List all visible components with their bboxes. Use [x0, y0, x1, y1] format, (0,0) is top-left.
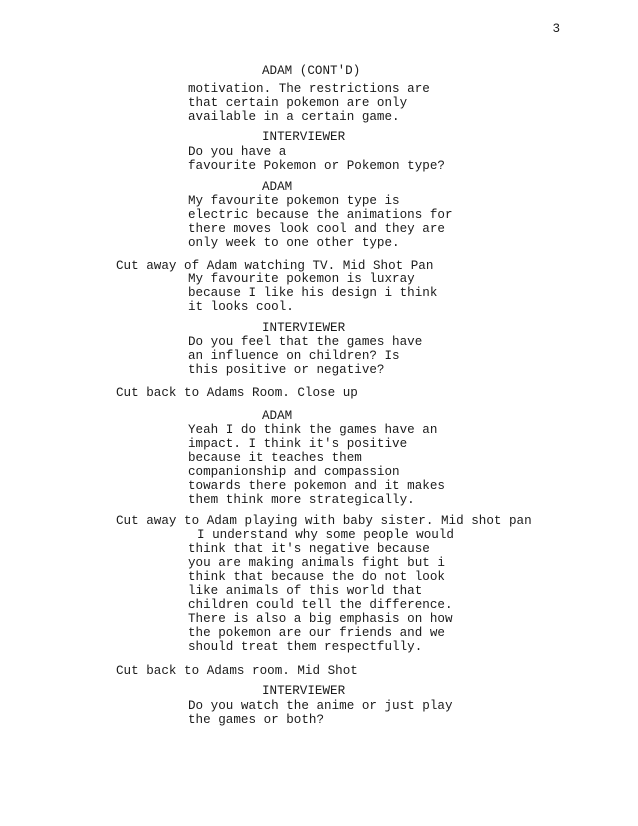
dialogue-line: like animals of this world that: [188, 584, 423, 598]
dialogue-line: an influence on children? Is: [188, 349, 400, 363]
character-cue: INTERVIEWER: [262, 321, 346, 335]
dialogue-line: the games or both?: [188, 713, 325, 727]
dialogue-line: My favourite pokemon is luxray: [188, 272, 415, 286]
dialogue-line: because it teaches them: [188, 451, 362, 465]
dialogue-line: because I like his design i think: [188, 286, 438, 300]
dialogue-line: motivation. The restrictions are: [188, 82, 430, 96]
dialogue-line: Do you have a: [188, 145, 287, 159]
dialogue-line: electric because the animations for: [188, 208, 453, 222]
dialogue-line: available in a certain game.: [188, 110, 400, 124]
dialogue-line: there moves look cool and they are: [188, 222, 445, 236]
dialogue-line: should treat them respectfully.: [188, 640, 423, 654]
dialogue-line: this positive or negative?: [188, 363, 385, 377]
character-cue: ADAM (CONT'D): [262, 64, 361, 78]
dialogue-line: the pokemon are our friends and we: [188, 626, 445, 640]
dialogue-line: Do you watch the anime or just play: [188, 699, 453, 713]
dialogue-line: think that it's negative because: [188, 542, 430, 556]
dialogue-line: it looks cool.: [188, 300, 294, 314]
action-line: Cut away to Adam playing with baby sister. Mid shot pan: [116, 514, 532, 528]
action-line: Cut away of Adam watching TV. Mid Shot Pan: [116, 259, 434, 273]
dialogue-line: Yeah I do think the games have an: [188, 423, 438, 437]
dialogue-line: impact. I think it's positive: [188, 437, 408, 451]
dialogue-line: favourite Pokemon or Pokemon type?: [188, 159, 445, 173]
dialogue-line: towards there pokemon and it makes: [188, 479, 445, 493]
dialogue-line: only week to one other type.: [188, 236, 400, 250]
dialogue-line: Do you feel that the games have: [188, 335, 423, 349]
character-cue: ADAM: [262, 409, 293, 423]
dialogue-line: My favourite pokemon type is: [188, 194, 400, 208]
dialogue-line: that certain pokemon are only: [188, 96, 408, 110]
character-cue: INTERVIEWER: [262, 684, 346, 698]
character-cue: INTERVIEWER: [262, 130, 346, 144]
dialogue-line: companionship and compassion: [188, 465, 400, 479]
dialogue-line: them think more strategically.: [188, 493, 415, 507]
dialogue-line: children could tell the difference.: [188, 598, 453, 612]
character-cue: ADAM: [262, 180, 293, 194]
dialogue-line: think that because the do not look: [188, 570, 445, 584]
dialogue-line: you are making animals fight but i: [188, 556, 445, 570]
dialogue-line: I understand why some people would: [197, 528, 454, 542]
page-number: 3: [552, 22, 560, 36]
action-line: Cut back to Adams Room. Close up: [116, 386, 358, 400]
action-line: Cut back to Adams room. Mid Shot: [116, 664, 358, 678]
dialogue-line: There is also a big emphasis on how: [188, 612, 453, 626]
